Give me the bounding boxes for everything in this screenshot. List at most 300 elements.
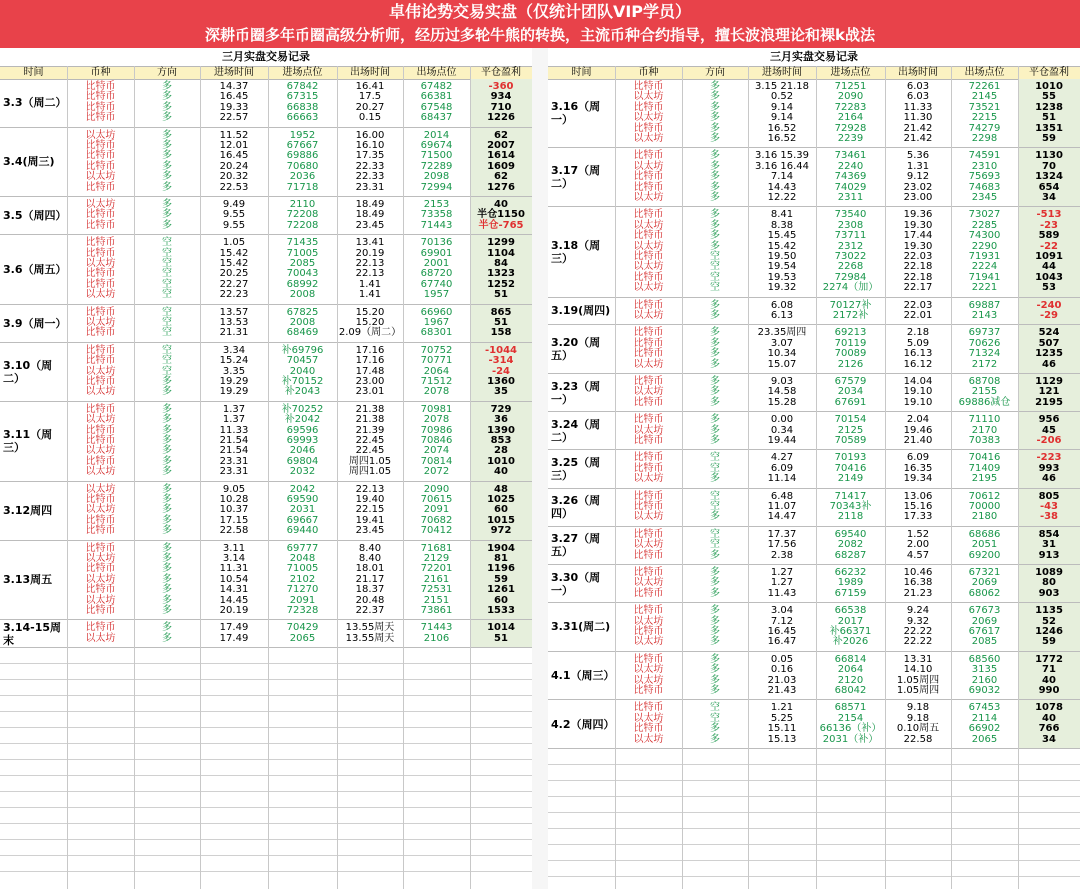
entry-time-cell: 16.45	[219, 91, 249, 103]
direction-cell: 多	[162, 219, 172, 231]
coin-cell: 比特币	[633, 230, 664, 242]
entry-time-cell: 22.23	[219, 289, 249, 301]
direction-cell: 多	[162, 514, 172, 526]
coin-cell: 比特币	[85, 622, 116, 634]
entry-time-cell: 9.55	[222, 209, 246, 221]
entry-price-cell: 69667	[286, 514, 319, 526]
entry-time-cell: 2.38	[770, 549, 794, 561]
header-col-pnl: 平仓盈利	[481, 67, 521, 78]
table-row	[548, 242, 1080, 252]
exit-time-cell: 6.03	[906, 91, 930, 103]
exit-time-cell: 9.12	[906, 171, 930, 183]
trade-day-group	[548, 79, 1080, 148]
pnl-cell: 1010	[487, 455, 515, 467]
exit-time-cell: 21.42	[903, 122, 933, 134]
exit-price-cell: 2145	[971, 91, 998, 103]
coin-cell: 比特币	[633, 567, 664, 578]
table-row	[0, 221, 532, 231]
exit-time-cell: 22.18	[903, 261, 933, 273]
table-row	[0, 426, 532, 436]
coin-cell: 比特币	[85, 268, 116, 280]
entry-price-cell: 70429	[286, 622, 319, 634]
entry-time-cell: 1.37	[222, 414, 246, 426]
coin-cell: 比特币	[633, 500, 664, 512]
entry-time-cell: 15.07	[767, 358, 797, 370]
table-row	[548, 262, 1080, 272]
table-row	[0, 606, 532, 616]
coin-cell: 比特币	[85, 91, 116, 103]
table-row	[548, 568, 1080, 578]
entry-time-cell: 3.04	[770, 605, 794, 617]
exit-time-cell: 17.44	[903, 230, 933, 242]
column-divider	[337, 66, 338, 889]
exit-time-cell: 周四1.05	[348, 466, 392, 478]
header-col-entry-price: 进场点位	[282, 67, 323, 78]
pnl-cell: 1360	[487, 375, 515, 387]
exit-time-cell: 17.16	[355, 344, 385, 356]
exit-time-cell: 8.40	[358, 552, 382, 564]
exit-time-cell: 22.22	[903, 636, 933, 648]
coin-cell: 比特币	[85, 150, 116, 162]
coin-cell: 比特币	[633, 462, 664, 474]
entry-price-cell: 2240	[837, 160, 864, 172]
exit-price-cell: 2285	[971, 219, 998, 231]
exit-price-cell: 2090	[423, 483, 450, 495]
exit-time-cell: 23.01	[355, 386, 385, 398]
trade-date: 3.13周五	[3, 573, 53, 587]
entry-time-cell: 17.56	[767, 539, 797, 551]
coin-cell: 以太坊	[633, 539, 664, 551]
pnl-cell: -1044	[485, 344, 517, 356]
entry-price-cell: 72283	[834, 101, 867, 113]
exit-price-cell: 2345	[971, 191, 998, 203]
empty-row-line	[548, 780, 1080, 781]
table-row	[0, 290, 532, 300]
entry-time-cell: 3.15 21.18	[754, 81, 810, 92]
exit-price-cell: 2114	[971, 712, 998, 724]
table-row	[0, 92, 532, 102]
entry-time-cell: 11.31	[219, 563, 249, 575]
trade-day-group	[548, 565, 1080, 603]
table-row	[548, 578, 1080, 588]
exit-price-cell: 68062	[968, 587, 1001, 599]
pnl-cell: -360	[488, 81, 514, 92]
entry-time-cell: 3.16 15.39	[754, 150, 810, 162]
empty-row-line	[0, 743, 532, 744]
trade-day-group	[548, 325, 1080, 374]
coin-cell: 比特币	[85, 181, 116, 193]
exit-time-cell: 9.24	[906, 605, 930, 617]
entry-time-cell: 23.35周四	[757, 327, 807, 339]
entry-price-cell: 67825	[286, 306, 319, 318]
table-row	[0, 141, 532, 151]
exit-price-cell: 70981	[420, 403, 453, 415]
entry-time-cell: 19.33	[219, 101, 249, 113]
exit-time-cell: 15.20	[355, 316, 385, 328]
direction-cell: 多	[162, 584, 172, 596]
pnl-cell: 1772	[1035, 653, 1063, 665]
direction-cell: 空	[710, 528, 720, 540]
coin-cell: 以太坊	[633, 282, 664, 294]
entry-time-cell: 1.05	[222, 237, 246, 249]
entry-time-cell: 15.13	[767, 733, 797, 745]
coin-cell: 比特币	[85, 81, 116, 92]
pnl-cell: 46	[1042, 358, 1056, 370]
entry-price-cell: 69804	[286, 455, 319, 467]
direction-cell: 空	[710, 500, 720, 512]
entry-price-cell: 70154	[834, 414, 867, 426]
table-row	[548, 724, 1080, 734]
coin-cell: 比特币	[85, 455, 116, 467]
table-row	[0, 526, 532, 536]
pnl-cell: 934	[490, 91, 512, 103]
pnl-cell: 28	[494, 445, 508, 457]
entry-price-cell: 2091	[289, 594, 316, 606]
exit-price-cell: 2074	[423, 445, 450, 457]
column-divider	[748, 66, 749, 889]
coin-cell: 以太坊	[85, 466, 116, 478]
trade-day-group	[0, 482, 532, 541]
entry-price-cell: 71718	[286, 181, 319, 193]
table-row	[548, 172, 1080, 182]
exit-price-cell: 70682	[420, 514, 453, 526]
entry-price-cell: 70416	[834, 462, 867, 474]
column-divider	[682, 66, 683, 889]
exit-price-cell: 3135	[971, 664, 998, 676]
exit-time-cell: 15.16	[903, 500, 933, 512]
direction-cell: 多	[162, 414, 172, 426]
table-row	[0, 457, 532, 467]
entry-time-cell: 11.43	[767, 587, 797, 599]
coin-cell: 比特币	[633, 625, 664, 637]
entry-time-cell: 15.28	[767, 396, 797, 408]
entry-price-cell: 2064	[837, 664, 864, 676]
coin-cell: 比特币	[633, 209, 664, 221]
entry-time-cell: 16.45	[767, 625, 797, 637]
direction-cell: 多	[162, 112, 172, 124]
entry-price-cell: 66663	[286, 112, 319, 124]
exit-time-cell: 22.15	[355, 504, 385, 516]
entry-time-cell: 0.05	[770, 653, 794, 665]
table-row	[548, 311, 1080, 321]
direction-cell: 空	[710, 490, 720, 502]
entry-price-cell: 2034	[837, 386, 864, 398]
table-row	[0, 249, 532, 259]
entry-time-cell: 21.31	[219, 327, 249, 339]
empty-row-line	[548, 828, 1080, 829]
entry-time-cell: 1.27	[770, 577, 794, 589]
trade-date: 3.24（周二）	[551, 417, 601, 444]
entry-time-cell: 3.35	[222, 365, 246, 377]
pnl-cell: -240	[1036, 299, 1062, 311]
entry-time-cell: 1.37	[222, 403, 246, 415]
entry-time-cell: 21.54	[219, 434, 249, 446]
trade-date: 3.17（周二）	[551, 164, 601, 191]
direction-cell: 空	[710, 282, 720, 294]
empty-row-line	[548, 860, 1080, 861]
trade-date: 3.23（周一）	[551, 379, 601, 406]
table-row	[0, 405, 532, 415]
coin-cell: 比特币	[633, 605, 664, 617]
direction-cell: 多	[710, 327, 720, 339]
direction-cell: 多	[710, 615, 720, 627]
coin-cell: 比特币	[85, 112, 116, 124]
coin-cell: 以太坊	[85, 386, 116, 398]
entry-price-cell: 2120	[837, 674, 864, 686]
empty-row-line	[548, 796, 1080, 797]
coin-cell: 比特币	[85, 355, 116, 367]
exit-price-cell: 1957	[423, 289, 450, 301]
pnl-cell: 158	[490, 327, 512, 339]
direction-cell: 多	[710, 133, 720, 144]
header-col-entry-time: 进场时间	[214, 67, 254, 78]
entry-price-cell: 2042	[289, 483, 316, 495]
exit-price-cell: 71443	[420, 622, 453, 634]
coin-cell: 比特币	[85, 525, 116, 537]
empty-row-line	[0, 871, 532, 872]
right-panel-title: 三月实盘交易记录	[770, 50, 858, 63]
trade-date: 3.19(周四)	[551, 304, 611, 318]
exit-time-cell: 19.10	[903, 386, 933, 398]
left-panel-title: 三月实盘交易记录	[222, 50, 310, 63]
empty-row-line	[0, 775, 532, 776]
exit-time-cell: 9.32	[906, 615, 930, 627]
coin-cell: 比特币	[633, 434, 664, 446]
exit-time-cell: 2.09（周二）	[338, 327, 402, 339]
entry-price-cell: 67691	[834, 396, 867, 408]
exit-price-cell: 2069	[971, 615, 998, 627]
exit-time-cell: 17.33	[903, 511, 933, 523]
entry-price-cell: 68287	[834, 549, 867, 561]
direction-cell: 多	[710, 191, 720, 203]
pnl-cell: 51	[494, 316, 508, 328]
entry-time-cell: 0.34	[770, 424, 794, 436]
table-row	[548, 453, 1080, 463]
entry-price-cell: 2040	[289, 365, 316, 377]
coin-cell: 以太坊	[633, 473, 664, 485]
direction-cell: 多	[162, 424, 172, 436]
exit-price-cell: 66381	[420, 91, 453, 103]
coin-cell: 以太坊	[633, 577, 664, 589]
direction-cell: 多	[710, 219, 720, 231]
entry-time-cell: 14.43	[767, 181, 797, 193]
exit-price-cell: 67321	[968, 567, 1001, 578]
exit-price-cell: 2072	[423, 466, 450, 478]
trade-day-group	[0, 305, 532, 343]
coin-cell: 比特币	[633, 348, 664, 360]
direction-cell: 空	[162, 327, 172, 339]
direction-cell: 多	[710, 376, 720, 387]
column-divider	[470, 66, 471, 889]
exit-time-cell: 9.18	[906, 702, 930, 714]
table-row	[0, 367, 532, 377]
entry-time-cell: 21.43	[767, 684, 797, 696]
entry-price-cell: 66136（补）	[819, 723, 882, 735]
entry-time-cell: 14.37	[219, 81, 249, 92]
exit-time-cell: 11.33	[903, 101, 933, 113]
coin-cell: 比特币	[633, 528, 664, 540]
coin-cell: 以太坊	[85, 129, 116, 141]
exit-price-cell: 70000	[968, 500, 1001, 512]
table-row	[0, 485, 532, 495]
coin-cell: 以太坊	[633, 261, 664, 273]
direction-cell: 多	[162, 181, 172, 193]
trade-day-group	[548, 412, 1080, 450]
table-row	[0, 415, 532, 425]
exit-price-cell: 67673	[968, 605, 1001, 617]
table-row	[548, 551, 1080, 561]
direction-cell: 多	[162, 466, 172, 478]
exit-time-cell: 16.13	[903, 348, 933, 360]
coin-cell: 以太坊	[85, 199, 116, 210]
table-row	[0, 544, 532, 554]
pnl-cell: 1043	[1035, 271, 1063, 283]
exit-time-cell: 4.57	[906, 549, 930, 561]
table-row	[548, 339, 1080, 349]
entry-time-cell: 14.45	[219, 594, 249, 606]
left-column-header	[0, 66, 532, 80]
pnl-cell: 51	[494, 632, 508, 644]
coin-cell: 比特币	[633, 684, 664, 696]
table-row	[548, 464, 1080, 474]
direction-cell: 空	[162, 316, 172, 328]
exit-time-cell: 22.33	[355, 160, 385, 172]
coin-cell: 以太坊	[85, 445, 116, 457]
pnl-cell: 990	[1038, 684, 1060, 696]
entry-time-cell: 20.19	[219, 604, 249, 616]
coin-cell: 以太坊	[633, 511, 664, 523]
pnl-cell: 2007	[487, 139, 515, 151]
entry-time-cell: 13.57	[219, 306, 249, 318]
coin-cell: 以太坊	[85, 552, 116, 564]
direction-cell: 多	[162, 101, 172, 113]
coin-cell: 比特币	[85, 139, 116, 151]
table-row	[548, 377, 1080, 387]
pnl-cell: 59	[494, 573, 508, 585]
entry-price-cell: 70089	[834, 348, 867, 360]
exit-price-cell: 69901	[420, 247, 453, 259]
entry-time-cell: 19.50	[767, 250, 797, 262]
entry-time-cell: 19.29	[219, 375, 249, 387]
coin-cell: 比特币	[85, 542, 116, 554]
entry-time-cell: 17.49	[219, 632, 249, 644]
trade-date: 3.30（周一）	[551, 570, 601, 597]
direction-cell: 多	[162, 445, 172, 457]
table-row	[0, 585, 532, 595]
entry-price-cell: 2274（加）	[822, 282, 879, 294]
header-banner	[0, 0, 1080, 48]
entry-price-cell: 71005	[286, 247, 319, 259]
table-row	[548, 252, 1080, 262]
direction-cell: 空	[710, 261, 720, 273]
trade-date: 3.12周四	[3, 504, 53, 518]
exit-price-cell: 73861	[420, 604, 453, 616]
table-row	[0, 356, 532, 366]
direction-cell: 多	[710, 337, 720, 349]
trade-day-group	[0, 620, 532, 648]
pnl-cell: 45	[1042, 424, 1056, 436]
pnl-cell: 766	[1038, 723, 1060, 735]
pnl-cell: 34	[1042, 733, 1056, 745]
exit-price-cell: 71681	[420, 542, 453, 554]
exit-price-cell: 71931	[968, 250, 1001, 262]
coin-cell: 以太坊	[85, 414, 116, 426]
coin-cell: 比特币	[633, 396, 664, 408]
exit-time-cell: 17.5	[358, 91, 382, 103]
entry-time-cell: 10.34	[767, 348, 797, 360]
table-row	[0, 346, 532, 356]
pnl-cell: 1025	[487, 493, 515, 505]
direction-cell: 多	[710, 150, 720, 162]
coin-cell: 以太坊	[633, 309, 664, 321]
trade-day-group	[548, 298, 1080, 326]
entry-time-cell: 11.33	[219, 424, 249, 436]
exit-price-cell: 70383	[968, 434, 1001, 446]
table-row	[0, 238, 532, 248]
entry-price-cell: 补69796	[281, 344, 324, 356]
entry-price-cell: 69596	[286, 424, 319, 436]
trade-date: 3.25（周三）	[551, 455, 601, 482]
entry-time-cell: 9.14	[770, 101, 794, 113]
pnl-cell: 51	[494, 289, 508, 301]
pnl-cell: 36	[494, 414, 508, 426]
pnl-cell: -223	[1036, 452, 1062, 464]
exit-price-cell: 69200	[968, 549, 1001, 561]
coin-cell: 以太坊	[633, 674, 664, 686]
entry-time-cell: 19.53	[767, 271, 797, 283]
entry-price-cell: 66814	[834, 653, 867, 665]
table-row	[0, 467, 532, 477]
direction-cell: 空	[710, 702, 720, 714]
exit-time-cell: 20.19	[355, 247, 385, 259]
column-divider	[615, 66, 616, 889]
direction-cell: 多	[162, 622, 172, 634]
direction-cell: 多	[710, 414, 720, 426]
header-col-direction: 方向	[705, 67, 725, 78]
coin-cell: 以太坊	[85, 257, 116, 269]
exit-time-cell: 23.31	[355, 181, 385, 193]
direction-cell: 多	[162, 171, 172, 183]
exit-price-cell: 69886减仓	[958, 396, 1011, 408]
pnl-cell: 1261	[487, 584, 515, 596]
pnl-cell: 40	[494, 199, 508, 210]
direction-cell: 多	[710, 299, 720, 311]
entry-time-cell: 15.42	[767, 240, 797, 252]
table-row	[548, 301, 1080, 311]
table-row	[0, 564, 532, 574]
exit-price-cell: 71324	[968, 348, 1001, 360]
entry-price-cell: 2008	[289, 289, 316, 301]
entry-time-cell: 15.42	[219, 247, 249, 259]
entry-price-cell: 66838	[286, 101, 319, 113]
exit-price-cell: 71941	[968, 271, 1001, 283]
entry-time-cell: 14.31	[219, 584, 249, 596]
entry-price-cell: 2102	[289, 573, 316, 585]
pnl-cell: 913	[1038, 549, 1060, 561]
entry-price-cell: 2032	[289, 466, 316, 478]
entry-time-cell: 14.58	[767, 386, 797, 398]
entry-price-cell: 72928	[834, 122, 867, 134]
coin-cell: 比特币	[85, 237, 116, 249]
entry-time-cell: 20.32	[219, 171, 249, 183]
entry-price-cell: 69777	[286, 542, 319, 554]
pnl-cell: 729	[490, 403, 512, 415]
entry-time-cell: 8.41	[770, 209, 794, 221]
coin-cell: 以太坊	[633, 424, 664, 436]
direction-cell: 多	[710, 240, 720, 252]
exit-price-cell: 75693	[968, 171, 1001, 183]
entry-price-cell: 74369	[834, 171, 867, 183]
